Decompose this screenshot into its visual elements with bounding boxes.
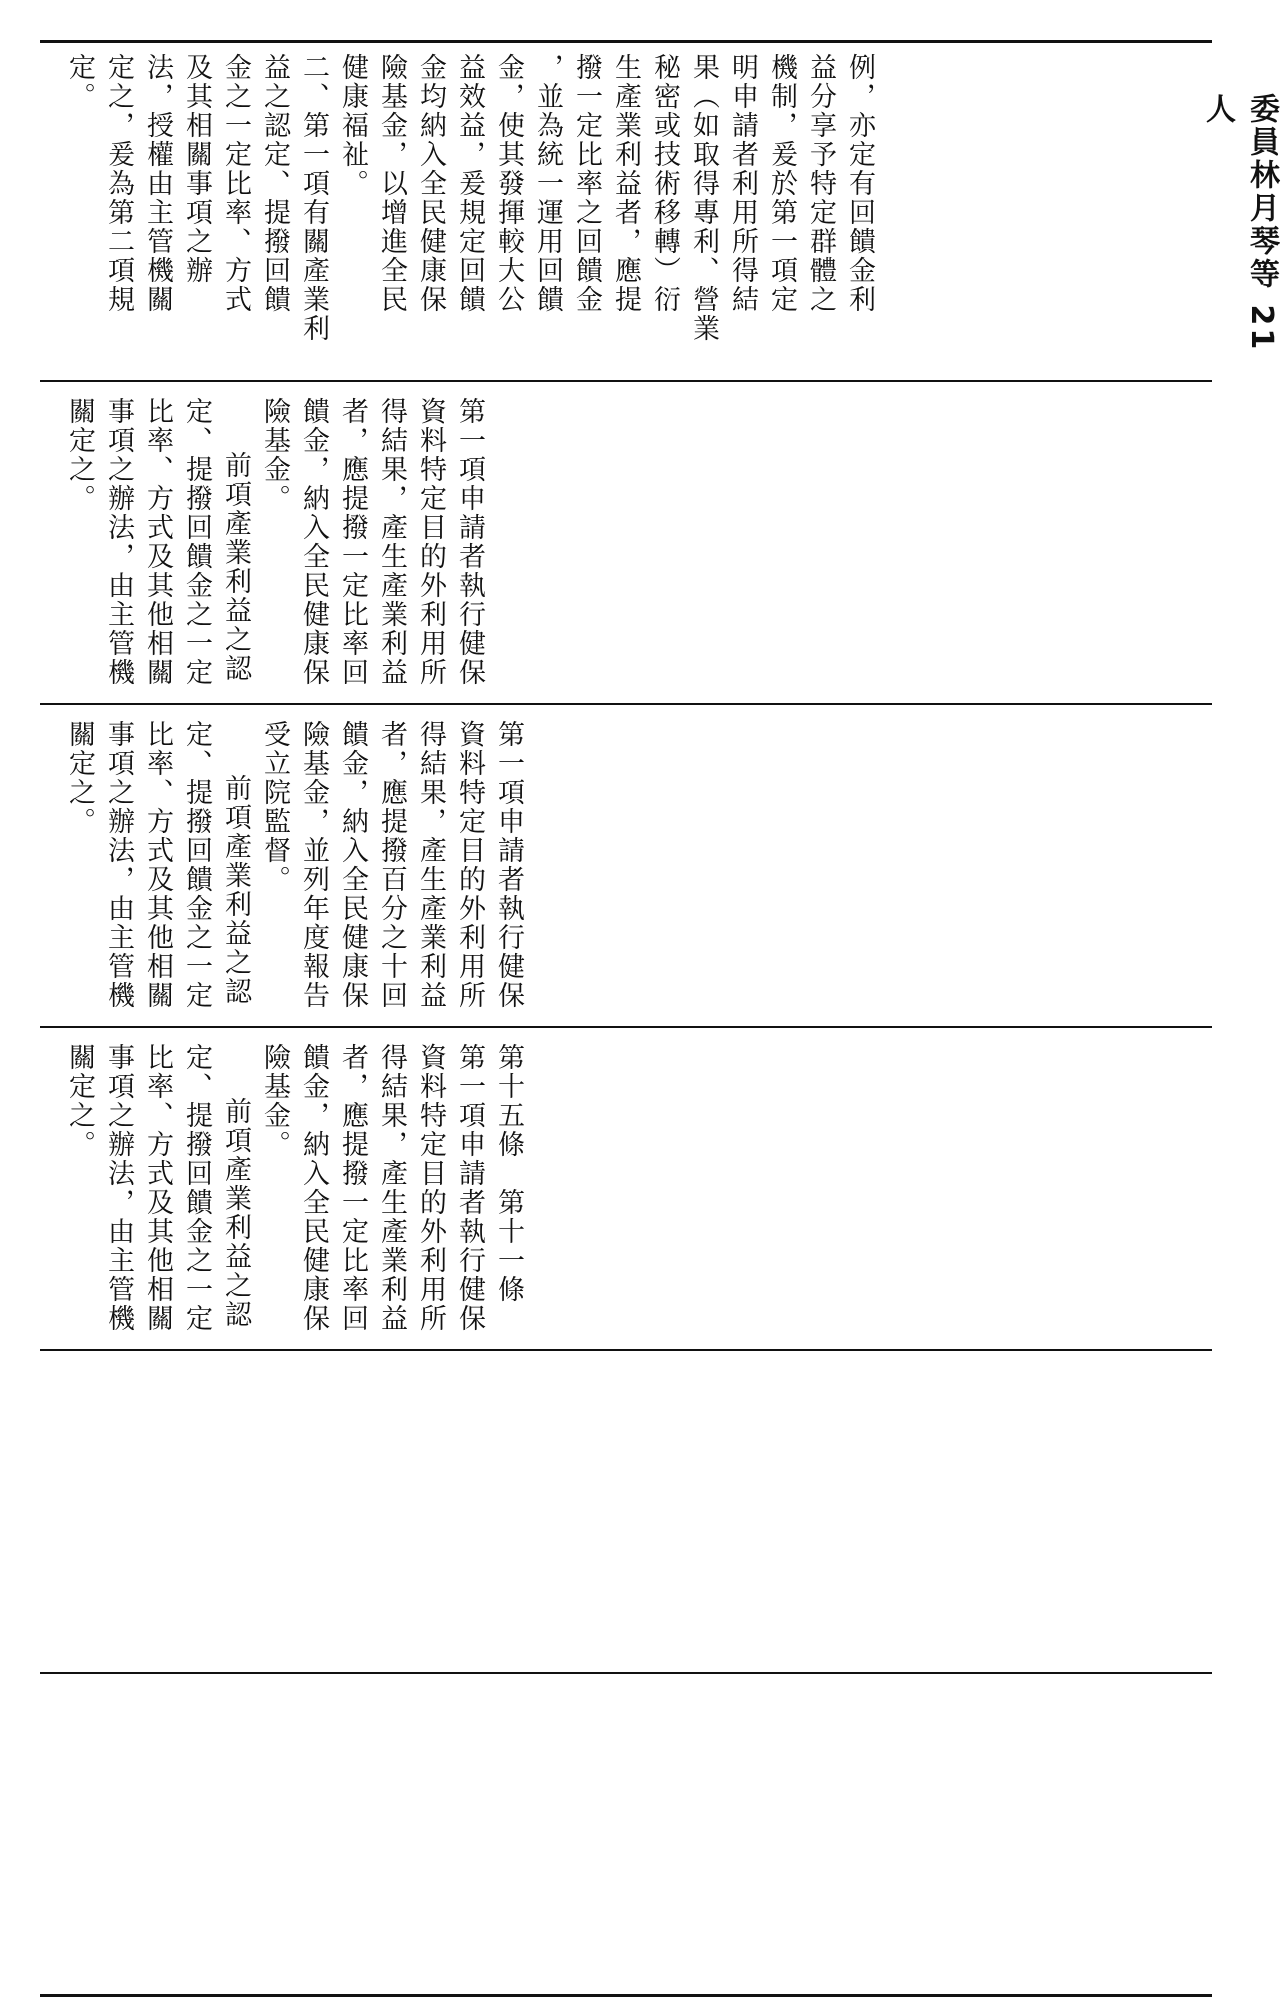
row-divider-2 [40, 703, 1212, 705]
proposal-cell-a [40, 383, 1212, 703]
explanation-line: 益之認定、提撥回饋 [259, 53, 290, 314]
explanation-line: 益分享予特定群體之 [805, 53, 836, 314]
row-divider-3 [40, 1026, 1212, 1028]
signature-line: 委員林月琴等 21 人 [1200, 93, 1279, 353]
proposal-cell-b [40, 706, 1212, 1026]
explanation-line: 生產業利益者，應提 [610, 53, 641, 314]
clause-paragraph: 第一項申請者執行健保資料特定目的外利用所得結果，產生產業利益者，應提撥一定比率回饋金，納入全民健康保險基金。 [259, 397, 485, 687]
explanation-text [60, 53, 879, 373]
explanation-line: 例，亦定有回饋金利 [844, 53, 875, 314]
current-law-cell [40, 1029, 1212, 1349]
explanation-line: 法，授權由主管機關 [142, 53, 173, 314]
explanation-line: 及其相關事項之辦 [181, 53, 212, 285]
explanation-line: 二、第一項有關產業利 [298, 53, 329, 343]
proposal-text-a [60, 397, 489, 697]
explanation-line: 益效益，爰規定回饋 [454, 53, 485, 314]
clause-paragraph: 前項產業利益之認定、提撥回饋金之一定比率、方式及其他相關事項之辦法，由主管機關定之。 [64, 397, 251, 687]
explanation-line: 健康福祉。 [337, 53, 368, 198]
clause-paragraph: 第一項申請者執行健保資料特定目的外利用所得結果，產生產業利益者，應提撥百分之十回饋金，納入全民健康保險基金，並列年度報告受立院監督。 [259, 720, 524, 1010]
proposal-text-b [60, 720, 528, 1020]
table-bottom-border [40, 1994, 1212, 1997]
row-divider-1 [40, 380, 1212, 382]
current-law-text [60, 1043, 528, 1343]
explanation-line: 果（如取得專利、營業 [688, 53, 719, 343]
article-heading: 第十五條 第十一條 [493, 1043, 524, 1304]
clause-paragraph: 前項產業利益之認定、提撥回饋金之一定比率、方式及其他相關事項之辦法，由主管機關定之。 [64, 1043, 251, 1333]
explanation-line: 明申請者利用所得結 [727, 53, 758, 314]
explanation-line: ，並為統一運用回饋 [532, 53, 563, 314]
explanation-cell [40, 43, 1279, 380]
empty-cell-1 [40, 1352, 1212, 1672]
explanation-line: 金之一定比率、方式 [220, 53, 251, 314]
explanation-line: 定。 [64, 53, 95, 111]
empty-cell-2 [40, 1675, 1212, 1995]
explanation-line: 金，使其發揮較大公 [493, 53, 524, 314]
explanation-line: 定之，爰為第二項規 [103, 53, 134, 314]
explanation-line: 金均納入全民健康保 [415, 53, 446, 314]
clause-paragraph: 前項產業利益之認定、提撥回饋金之一定比率、方式及其他相關事項之辦法，由主管機關定之。 [64, 720, 251, 1010]
row-divider-4 [40, 1349, 1212, 1351]
explanation-line: 撥一定比率之回饋金 [571, 53, 602, 314]
explanation-line: 機制，爰於第一項定 [766, 53, 797, 314]
explanation-line: 秘密或技術移轉）衍 [649, 53, 680, 314]
clause-paragraph: 第一項申請者執行健保資料特定目的外利用所得結果，產生產業利益者，應提撥一定比率回饋金，納入全民健康保險基金。 [259, 1043, 485, 1333]
explanation-line: 險基金，以增進全民 [376, 53, 407, 314]
row-divider-5 [40, 1672, 1212, 1674]
